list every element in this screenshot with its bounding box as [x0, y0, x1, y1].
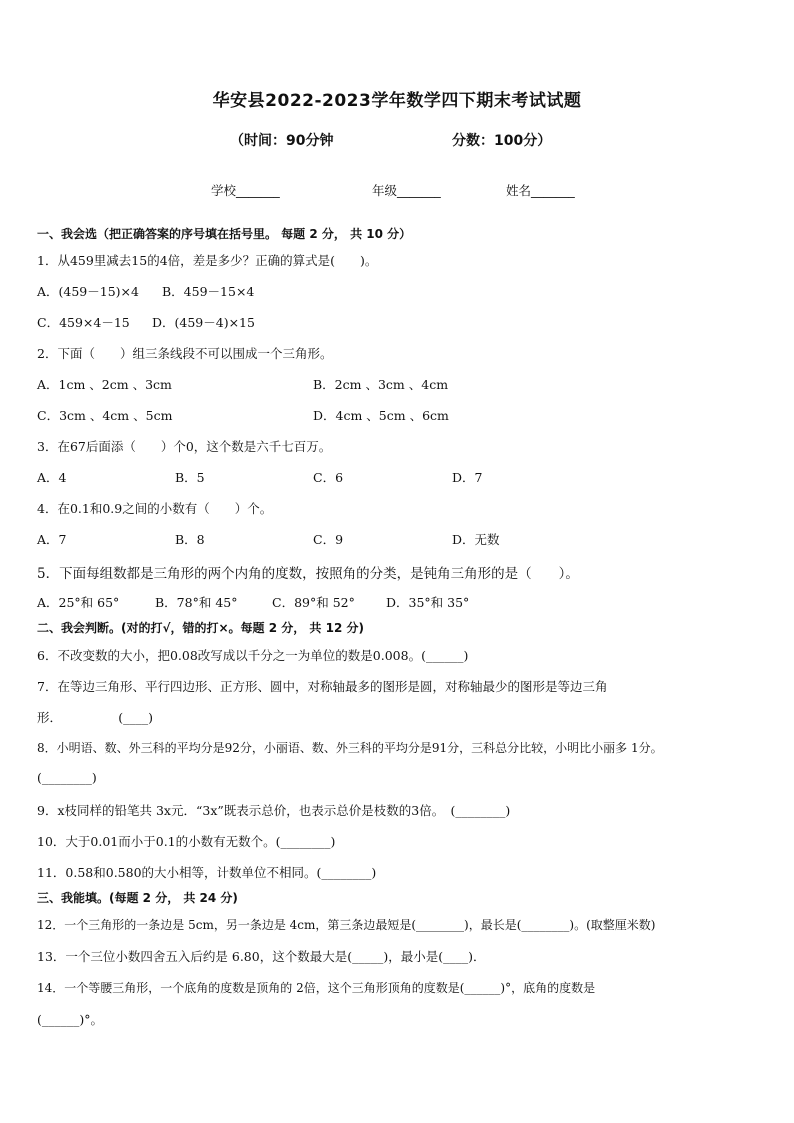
question-3-option-b: B．5: [175, 470, 205, 485]
question-1-option-d: D．(459－4)×15: [152, 315, 255, 330]
question-5-option-d: D．35°和 35°: [386, 595, 470, 610]
question-14-line-1: 14．一个等腰三角形，一个底角的度数是顶角的 2倍，这个三角形顶角的度数是(______)°，底角的度数是: [37, 981, 596, 995]
section-2-heading: 二、我会判断。(对的打√，错的打×。每题 2 分， 共 12 分): [37, 621, 364, 635]
question-1-option-c: C．459×4－15: [37, 315, 130, 330]
question-5: 5．下面每组数都是三角形的两个内角的度数，按照角的分类，是钝角三角形的是（ ）。: [37, 566, 579, 582]
question-2-option-a: A．1cm 、2cm 、3cm: [37, 377, 172, 392]
question-1-option-a: A．(459－15)×4: [37, 284, 139, 299]
question-4: 4．在0.1和0.9之间的小数有（ ）个。: [37, 501, 273, 516]
section-1-heading: 一、我会选（把正确答案的序号填在括号里。 每题 2 分， 共 10 分）: [37, 227, 412, 241]
question-2: 2．下面（ ）组三条线段不可以围成一个三角形。: [37, 346, 333, 361]
question-6: 6．不改变数的大小，把0.08改写成以千分之一为单位的数是0.008。(______): [37, 648, 469, 663]
question-4-option-b: B．8: [175, 532, 205, 547]
question-1: 1．从459里减去15的4倍，差是多少？正确的算式是( )。: [37, 253, 378, 268]
section-3-heading: 三、我能填。(每题 2 分， 共 24 分): [37, 891, 238, 905]
school-field: 学校_______: [211, 183, 280, 198]
question-3-option-a: A．4: [37, 470, 67, 485]
question-8-line-1: 8．小明语、数、外三科的平均分是92分，小丽语、数、外三科的平均分是91分，三科总分比较，小明比小丽多 1分。: [37, 741, 663, 755]
question-5-option-c: C．89°和 52°: [272, 595, 355, 610]
grade-field: 年级_______: [372, 183, 441, 198]
question-11: 11．0.58和0.580的大小相等，计数单位不相同。(________): [37, 865, 377, 880]
question-4-option-c: C．9: [313, 532, 344, 547]
question-3-option-c: C．6: [313, 470, 344, 485]
question-2-option-d: D．4cm 、5cm 、6cm: [313, 408, 449, 423]
question-4-option-d: D．无数: [452, 532, 500, 547]
question-7-line-2: 形． (____): [37, 710, 154, 725]
question-2-option-c: C．3cm 、4cm 、5cm: [37, 408, 173, 423]
question-2-option-b: B．2cm 、3cm 、4cm: [313, 377, 449, 392]
exam-score: 分数：100分）: [452, 133, 552, 149]
exam-time: （时间：90分钟: [230, 133, 334, 149]
name-field: 姓名_______: [506, 183, 575, 198]
question-3-option-d: D．7: [452, 470, 483, 485]
question-13: 13．一个三位小数四舍五入后约是 6.80，这个数最大是(_____)，最小是(____)．: [37, 949, 486, 964]
question-8-line-2: (________): [37, 770, 97, 785]
exam-title: 华安县2022-2023学年数学四下期末考试试题: [212, 91, 582, 111]
question-9: 9．x枝同样的铅笔共 3x元．“3x”既表示总价，也表示总价是枝数的3倍。 (________): [37, 803, 511, 818]
question-7-line-1: 7．在等边三角形、平行四边形、正方形、圆中，对称轴最多的图形是圆，对称轴最少的图形是等边三角: [37, 679, 608, 694]
question-3: 3．在67后面添（ ）个0，这个数是六千七百万。: [37, 439, 332, 454]
question-4-option-a: A．7: [37, 532, 67, 547]
question-10: 10．大于0.01而小于0.1的小数有无数个。(________): [37, 834, 336, 849]
question-1-option-b: B．459－15×4: [162, 284, 255, 299]
question-5-option-a: A．25°和 65°: [37, 595, 120, 610]
question-12: 12．一个三角形的一条边是 5cm，另一条边是 4cm，第三条边最短是(________)，最长是(________)。(取整厘米数): [37, 918, 656, 932]
question-14-line-2: (______)°。: [37, 1012, 104, 1027]
question-5-option-b: B．78°和 45°: [155, 595, 238, 610]
